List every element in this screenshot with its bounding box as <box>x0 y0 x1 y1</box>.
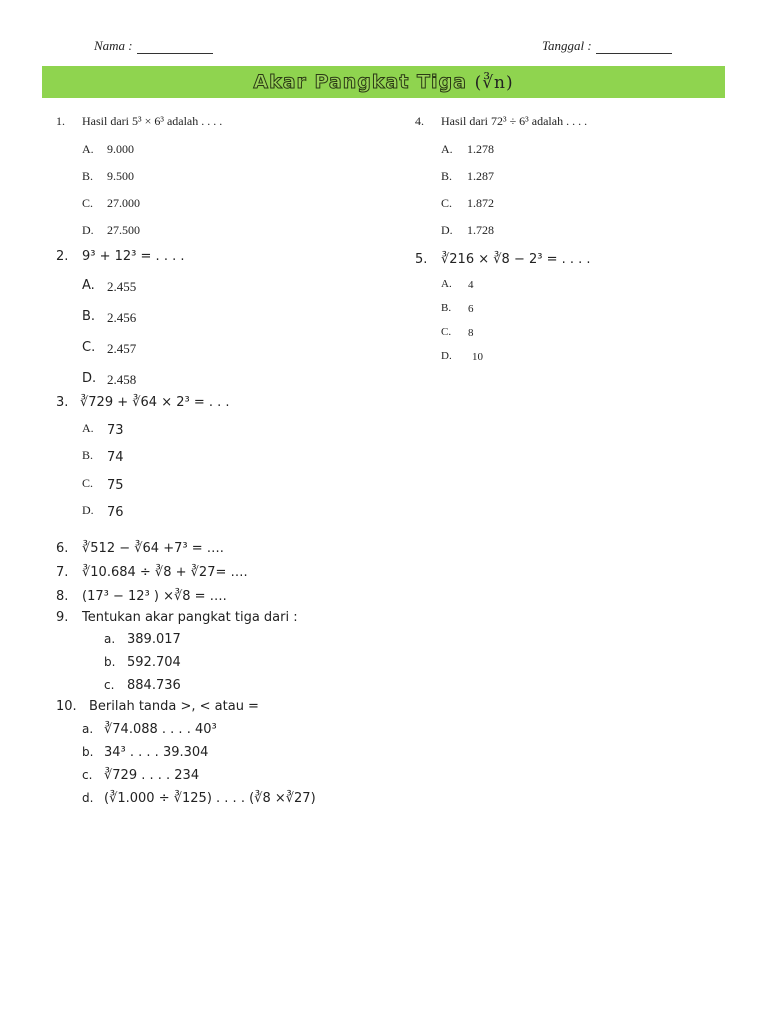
option-value: 1.728 <box>467 223 494 237</box>
title-banner <box>42 66 725 98</box>
question-number: 5. <box>415 252 428 267</box>
option-value: 9.000 <box>107 142 134 156</box>
question-text: ∛216 × ∛8 − 2³ = . . . . <box>441 252 591 267</box>
option-value: 76 <box>107 505 124 520</box>
option-letter: A. <box>441 142 453 156</box>
item-letter: c. <box>104 678 115 692</box>
item-letter: a. <box>82 722 94 736</box>
question-text: ∛512 − ∛64 +7³ = …. <box>82 541 224 556</box>
item-letter: d. <box>82 791 94 805</box>
option-letter: D. <box>441 350 452 362</box>
question-text: (17³ − 12³ ) ×∛8 = …. <box>82 589 227 604</box>
option-value: 2.457 <box>107 341 137 356</box>
option-letter: B. <box>441 302 452 314</box>
option-value: 75 <box>107 478 124 493</box>
option-letter: D. <box>82 371 97 386</box>
option-value: 2.458 <box>107 372 137 387</box>
option-letter: B. <box>82 169 94 183</box>
option-value: 2.455 <box>107 279 137 294</box>
option-value: 1.287 <box>467 169 494 183</box>
option-letter: C. <box>82 340 96 355</box>
item-letter: c. <box>82 768 93 782</box>
option-letter: B. <box>441 169 453 183</box>
date-label: Tanggal : <box>542 38 592 53</box>
option-value: 74 <box>107 450 124 465</box>
option-value: 8 <box>468 327 474 339</box>
option-letter: A. <box>82 278 95 293</box>
question-number: 8. <box>56 589 69 604</box>
option-letter: C. <box>82 196 94 210</box>
option-letter: B. <box>82 448 94 462</box>
item-letter: a. <box>104 632 116 646</box>
option-letter: B. <box>82 309 96 324</box>
option-value: 73 <box>107 423 124 438</box>
option-value: 2.456 <box>107 310 137 325</box>
item-value: 592.704 <box>127 655 181 670</box>
name-field[interactable] <box>94 38 213 54</box>
name-blank[interactable] <box>137 53 213 54</box>
item-value: ∛74.088 . . . . 40³ <box>104 722 217 737</box>
item-value: 884.736 <box>127 678 181 693</box>
question-number: 3. <box>56 395 69 410</box>
option-value: 9.500 <box>107 169 134 183</box>
question-text: Hasil dari 5³ × 6³ adalah . . . . <box>82 114 223 128</box>
option-value: 27.000 <box>107 196 140 210</box>
option-letter: C. <box>441 196 453 210</box>
item-value: (∛1.000 ÷ ∛125) . . . . (∛8 ×∛27) <box>104 791 316 806</box>
item-value: 34³ . . . . 39.304 <box>104 745 209 760</box>
question-number: 7. <box>56 565 69 580</box>
option-value: 1.278 <box>467 142 494 156</box>
cube-root-symbol: (∛n) <box>474 73 514 93</box>
option-letter: D. <box>82 223 94 237</box>
option-value: 1.872 <box>467 196 494 210</box>
option-letter: C. <box>82 476 94 490</box>
item-value: 389.017 <box>127 632 181 647</box>
question-text: Hasil dari 72³ ÷ 6³ adalah . . . . <box>441 114 588 128</box>
item-letter: b. <box>82 745 94 759</box>
option-letter: C. <box>441 326 452 338</box>
item-value: ∛729 . . . . 234 <box>104 768 200 783</box>
question-text: Berilah tanda >, < atau = <box>89 699 259 714</box>
question-number: 9. <box>56 610 69 625</box>
option-value: 27.500 <box>107 223 140 237</box>
option-letter: A. <box>441 278 452 290</box>
item-letter: b. <box>104 655 116 669</box>
option-value: 4 <box>468 279 474 291</box>
date-blank[interactable] <box>596 53 672 54</box>
option-value: 10 <box>472 351 483 363</box>
question-text: ∛729 + ∛64 × 2³ = . . . <box>80 395 230 410</box>
option-letter: D. <box>441 223 453 237</box>
question-number: 2. <box>56 249 69 264</box>
option-letter: A. <box>82 421 94 435</box>
question-number: 4. <box>415 114 424 128</box>
name-label: Nama : <box>94 38 133 53</box>
page-title: Akar Pangkat Tiga <box>253 71 467 93</box>
question-text: Tentukan akar pangkat tiga dari : <box>82 610 298 625</box>
question-text: 9³ + 12³ = . . . . <box>82 249 185 264</box>
date-field[interactable] <box>542 38 672 54</box>
question-number: 10. <box>56 699 77 714</box>
question-number: 1. <box>56 114 65 128</box>
question-text: ∛10.684 ÷ ∛8 + ∛27= …. <box>82 565 248 580</box>
option-value: 6 <box>468 303 474 315</box>
question-number: 6. <box>56 541 69 556</box>
option-letter: A. <box>82 142 94 156</box>
option-letter: D. <box>82 503 94 517</box>
